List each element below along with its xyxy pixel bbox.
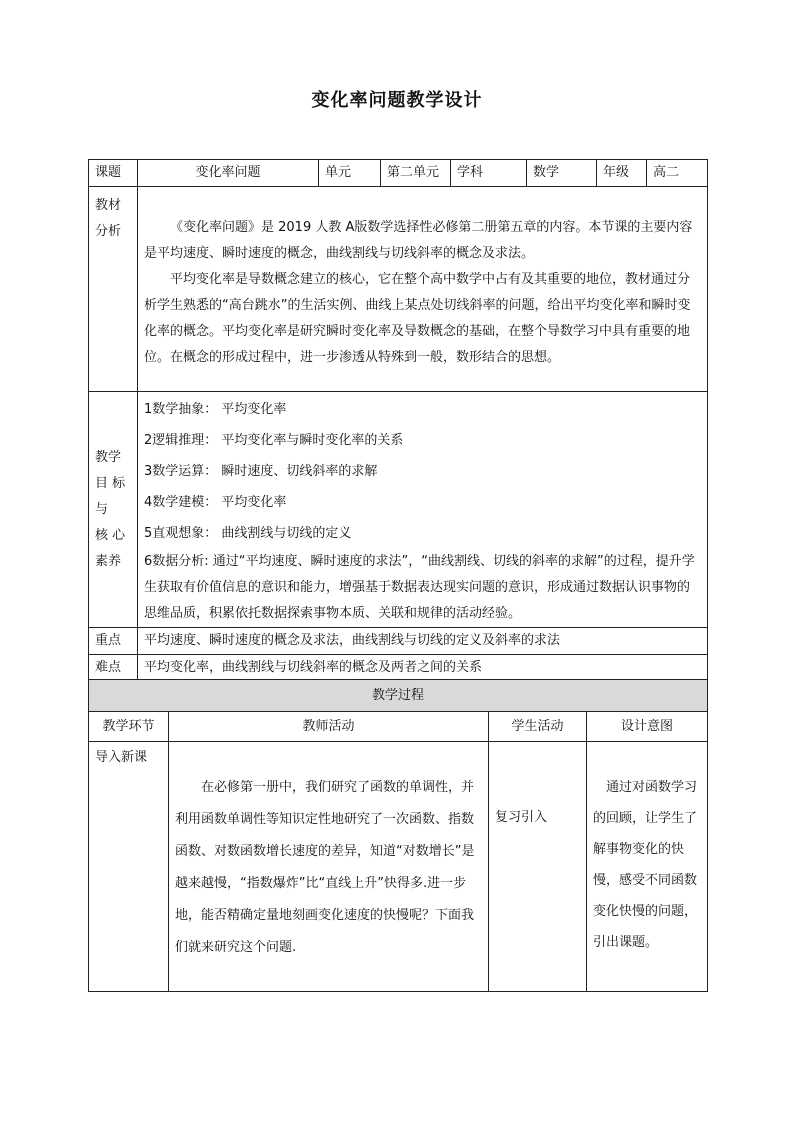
xueke-value: 数学 xyxy=(527,160,597,187)
key-point-label: 重点 xyxy=(89,628,138,655)
analysis-para-1: 《变化率问题》是 2019 人教 A版数学选择性必修第二册第五章的内容。本节课的主要内容是平均速度、瞬时速度的概念，曲线割线与切线斜率的概念及求法。 xyxy=(144,220,693,261)
analysis-label-line2: 分析 xyxy=(95,224,122,239)
analysis-label-line1: 教材 xyxy=(95,198,122,213)
process-table xyxy=(88,679,708,992)
page-title: 变化率问题教学设计 xyxy=(311,90,483,111)
goals-label-line: 与 xyxy=(95,501,109,517)
design-intent xyxy=(587,742,708,992)
goal-item: 1数学抽象： 平均变化率 xyxy=(144,402,287,417)
table-row xyxy=(89,742,708,992)
column-header: 教师活动 xyxy=(169,712,489,742)
key-point-text: 平均速度、瞬时速度的概念及求法，曲线割线与切线的定义及斜率的求法 xyxy=(138,628,708,655)
nianji-value: 高二 xyxy=(647,160,708,187)
teacher-activity xyxy=(169,742,489,992)
difficulty-label: 难点 xyxy=(89,655,138,681)
analysis-label xyxy=(89,187,138,392)
column-header: 学生活动 xyxy=(489,712,587,742)
goal-item: 2逻辑推理： 平均变化率与瞬时变化率的关系 xyxy=(144,433,404,448)
goals-label-line: 目 标 xyxy=(95,475,126,491)
difficulty-text: 平均变化率，曲线割线与切线斜率的概念及两者之间的关系 xyxy=(138,655,708,681)
goals-label xyxy=(89,392,138,628)
nianji-label: 年级 xyxy=(597,160,647,187)
column-header: 教学环节 xyxy=(89,712,169,742)
goal-item: 4数学建模： 平均变化率 xyxy=(144,495,287,510)
student-activity: 复习引入 xyxy=(489,742,587,992)
goal-item: 3数学运算： 瞬时速度、切线斜率的求解 xyxy=(144,464,378,479)
column-header: 设计意图 xyxy=(587,712,708,742)
goals-label-line: 核 心 xyxy=(95,527,126,543)
analysis-content xyxy=(138,187,708,392)
stage-cell: 导入新课 xyxy=(89,742,169,992)
goals-label-line: 教学 xyxy=(95,449,122,465)
teacher-activity-text: 在必修第一册中，我们研究了函数的单调性，并利用函数单调性等知识定性地研究了一次函数、指数函数、对数函数增长速度的差异，知道“对数增长”是越来越慢，“指数爆炸”比“直线上升”快得多.进一步地，能否精确定量地刻画变化速度的快慢呢？下面我们就来研究这个问题. xyxy=(175,780,475,955)
danyuan-label: 单元 xyxy=(319,160,381,187)
info-table xyxy=(88,159,708,681)
goal-item: 5直观想象： 曲线割线与切线的定义 xyxy=(144,526,352,541)
goals-label-line: 素养 xyxy=(95,553,122,569)
goals-content xyxy=(138,392,708,628)
keti-value: 变化率问题 xyxy=(138,160,319,187)
analysis-para-2: 平均变化率是导数概念建立的核心，它在整个高中数学中占有及其重要的地位，教材通过分析学生熟悉的“高台跳水”的生活实例、曲线上某点处切线斜率的问题，给出平均变化率和瞬时变化率的概念。平均变化率是研究瞬时变化率及导数概念的基础，在整个导数学习中具有重要的地位。在概念的形成过程中，进一步渗透从特殊到一般，数形结合的思想。 xyxy=(144,272,691,365)
process-heading: 教学过程 xyxy=(89,680,708,712)
goal-item: 6数据分析: 通过“平均速度、瞬时速度的求法”，“曲线割线、切线的斜率的求解”的过程，提升学生获取有价值信息的意识和能力，增强基于数据表达现实问题的意识，形成通过数据认识事物的思维品质，积累依托数据探索事物本质、关联和规律的活动经验。 xyxy=(144,554,695,621)
design-intent-text: 通过对函数学习的回顾，让学生了解事物变化的快慢，感受不同函数变化快慢的问题，引出课题。 xyxy=(593,780,698,950)
xueke-label: 学科 xyxy=(451,160,527,187)
danyuan-value: 第二单元 xyxy=(381,160,451,187)
keti-label: 课题 xyxy=(89,160,138,187)
